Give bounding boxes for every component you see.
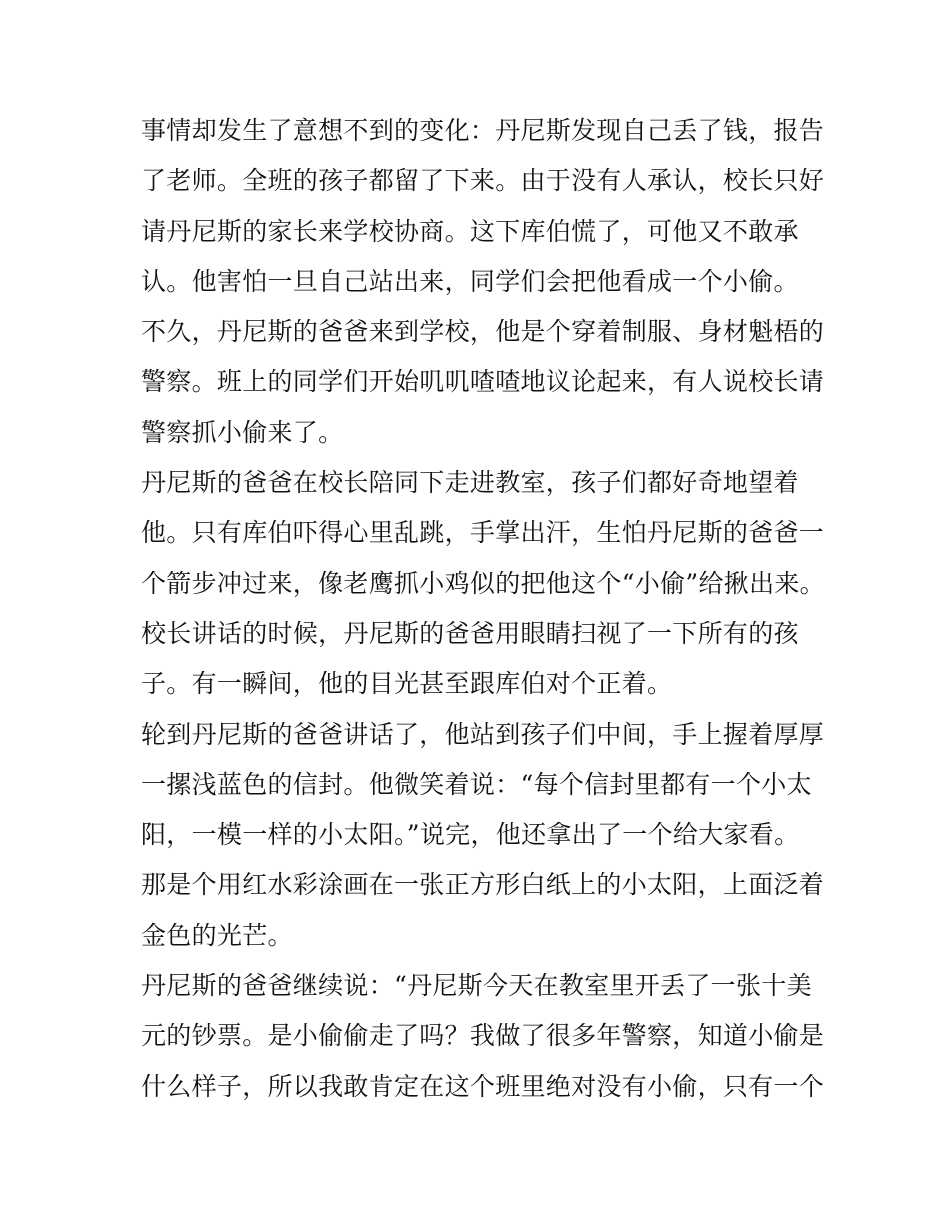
text-line: 他。只有库伯吓得心里乱跳，手掌出汗，生怕丹尼斯的爸爸一	[141, 518, 825, 548]
text-line: 丹尼斯的爸爸在校长陪同下走进教室，孩子们都好奇地望着	[141, 468, 799, 498]
text-line: 校长讲话的时候，丹尼斯的爸爸用眼睛扫视了一下所有的孩	[141, 618, 799, 648]
text-line: 阳，一模一样的小太阳。”说完，他还拿出了一个给大家看。	[141, 820, 800, 850]
text-line: 元的钞票。是小偷偷走了吗？我做了很多年警察，知道小偷是	[141, 1021, 825, 1051]
text-line: 了老师。全班的孩子都留了下来。由于没有人承认，校长只好	[141, 166, 825, 196]
text-line: 警察。班上的同学们开始叽叽喳喳地议论起来，有人说校长请	[141, 367, 825, 397]
text-line: 轮到丹尼斯的爸爸讲话了，他站到孩子们中间，手上握着厚厚	[141, 719, 825, 749]
text-line: 那是个用红水彩涂画在一张正方形白纸上的小太阳，上面泛着	[141, 870, 825, 900]
text-line: 警察抓小偷来了。	[141, 417, 344, 447]
text-line: 请丹尼斯的家长来学校协商。这下库伯慌了，可他又不敢承	[141, 216, 799, 246]
text-line: 什么样子，所以我敢肯定在这个班里绝对没有小偷，只有一个	[141, 1071, 825, 1101]
text-line: 事情却发生了意想不到的变化：丹尼斯发现自己丢了钱，报告	[141, 116, 825, 145]
text-line: 不久，丹尼斯的爸爸来到学校，他是个穿着制服、身材魁梧的	[141, 317, 825, 347]
text-line: 子。有一瞬间，他的目光甚至跟库伯对个正着。	[141, 669, 673, 699]
text-line: 一摞浅蓝色的信封。他微笑着说：“每个信封里都有一个小太	[141, 769, 812, 799]
document-body	[141, 106, 825, 1112]
text-line: 丹尼斯的爸爸继续说：“丹尼斯今天在教室里开丢了一张十美	[141, 971, 812, 1001]
text-line: 个箭步冲过来，像老鹰抓小鸡似的把他这个“小偷”给揪出来。	[141, 568, 825, 598]
text-line: 金色的光芒。	[141, 920, 293, 950]
text-line: 认。他害怕一旦自己站出来，同学们会把他看成一个小偷。	[141, 266, 799, 296]
